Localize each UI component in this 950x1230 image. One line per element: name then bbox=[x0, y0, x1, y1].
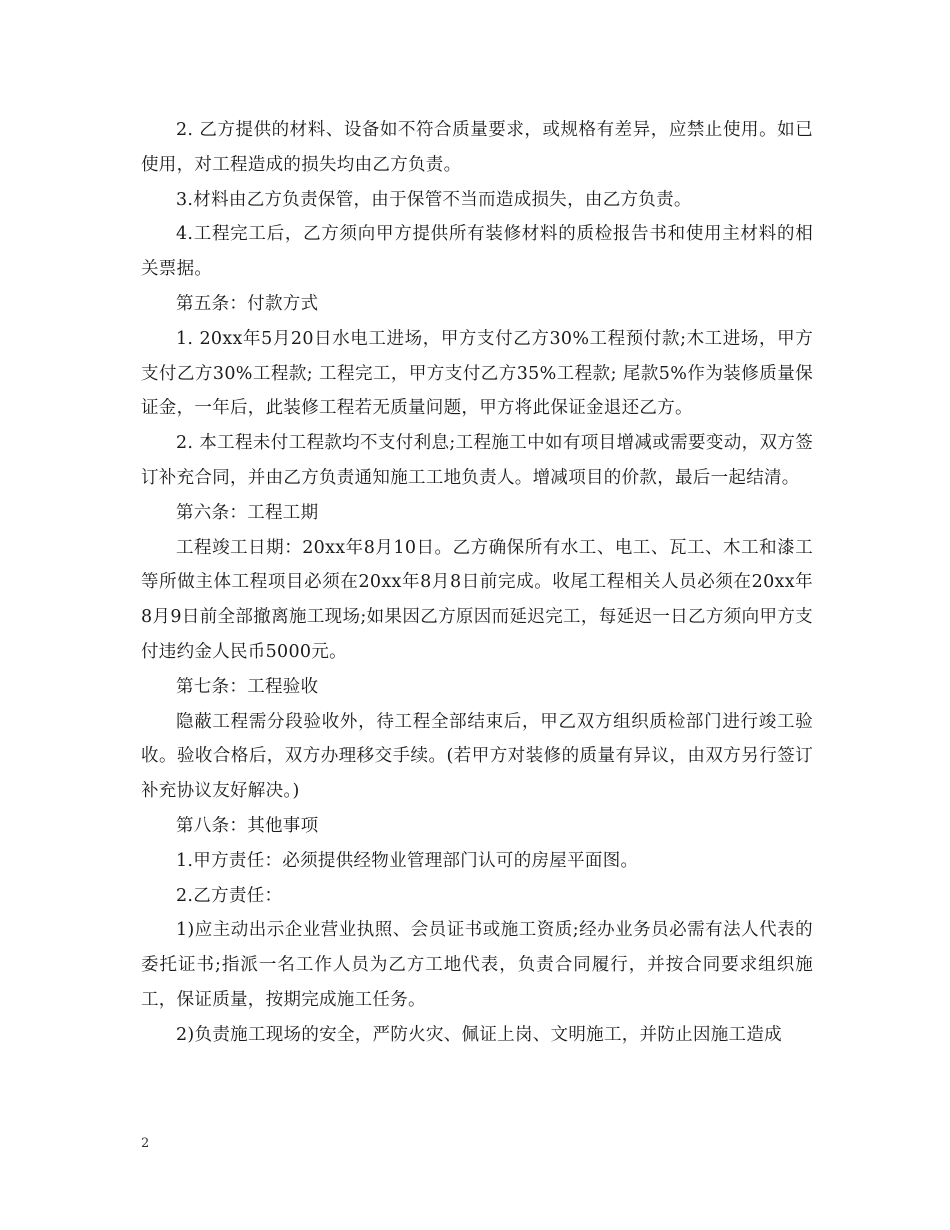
paragraph-acceptance: 隐蔽工程需分段验收外，待工程全部结束后，甲乙双方组织质检部门进行竣工验收。验收合格后，双方办理移交手续。(若甲方对装修的质量有异议，由双方另行签订补充协议友好解决。) bbox=[141, 711, 813, 802]
paragraph-material-storage: 3.材料由乙方负责保管，由于保管不当而造成损失，由乙方负责。 bbox=[176, 189, 692, 210]
paragraph-party-b-duty-heading: 2.乙方责任： bbox=[176, 885, 283, 906]
paragraph-party-a-duty: 1.甲方责任：必须提供经物业管理部门认可的房屋平面图。 bbox=[176, 850, 639, 871]
paragraph-payment-interest: 2. 本工程未付工程款均不支付利息;工程施工中如有项目增减或需要变动，双方签订补充合同，并由乙方负责通知施工工地负责人。增减项目的价款，最后一起结清。 bbox=[141, 433, 813, 488]
paragraph-party-b-duty-2: 2)负责施工现场的安全，严防火灾、佩证上岗、文明施工，并防止因施工造成 bbox=[176, 1024, 782, 1045]
paragraph-quality-report: 4.工程完工后，乙方须向甲方提供所有装修材料的质检报告书和使用主材料的相关票据。 bbox=[141, 224, 813, 280]
paragraph-completion-date: 工程竣工日期：20xx年8月10日。乙方确保所有水工、电工、瓦工、木工和漆工等所做主体工程项目必须在20xx年8月8日前完成。收尾工程相关人员必须在20xx年8月9日前全部撤离施工现场;如果因乙方原因而延迟完工，每延迟一日乙方须向甲方支付违约金人民币5000元。 bbox=[141, 537, 813, 662]
section-heading-acceptance: 第七条：工程验收 bbox=[176, 676, 319, 697]
paragraph-party-b-duty-1: 1)应主动出示企业营业执照、会员证书或施工资质;经办业务员必需有法人代表的委托证书;指派一名工作人员为乙方工地代表，负责合同履行，并按合同要求组织施工，保证质量，按期完成施工任务。 bbox=[141, 920, 813, 1010]
paragraph-payment-schedule: 1. 20xx年5月20日水电工进场，甲方支付乙方30%工程预付款;木工进场，甲方支付乙方30%工程款; 工程完工，甲方支付乙方35%工程款; 尾款5%作为装修质量保证金，一年后，此装修工程若无质量问题，甲方将此保证金退还乙方。 bbox=[141, 328, 813, 419]
section-heading-other: 第八条：其他事项 bbox=[176, 815, 319, 836]
section-heading-payment: 第五条：付款方式 bbox=[176, 293, 319, 314]
document-body bbox=[141, 113, 813, 1053]
paragraph-material-quality: 2. 乙方提供的材料、设备如不符合质量要求，或规格有差异，应禁止使用。如已使用，对工程造成的损失均由乙方负责。 bbox=[141, 120, 813, 175]
section-heading-schedule: 第六条：工程工期 bbox=[176, 502, 319, 523]
page-number: 2 bbox=[141, 1136, 150, 1151]
